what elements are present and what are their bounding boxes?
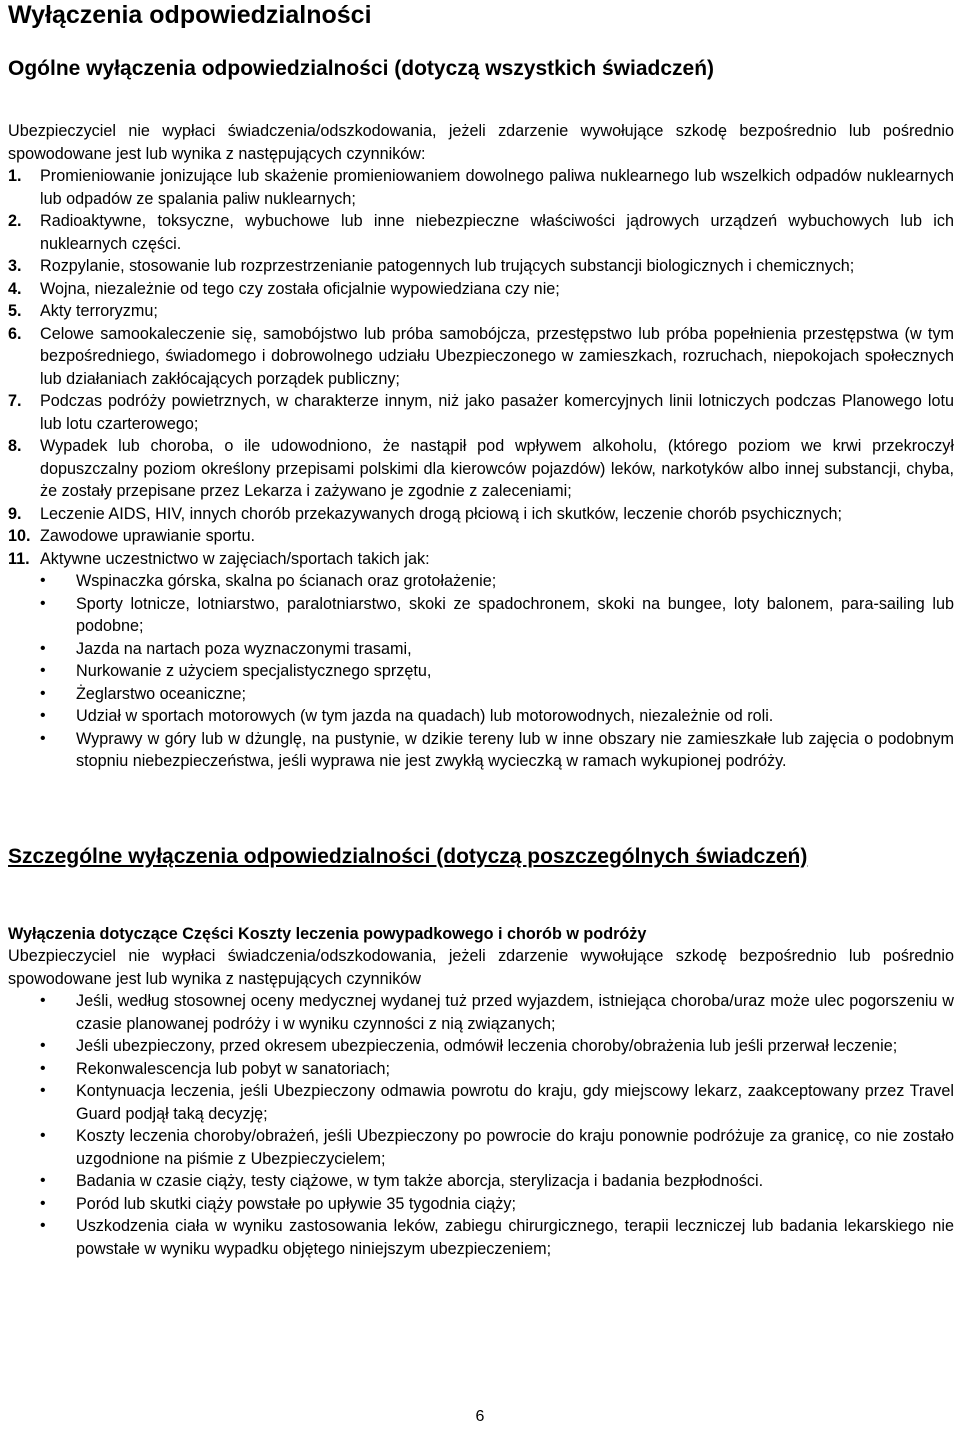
item-text: Radioaktywne, toksyczne, wybuchowe lub inne niebezpieczne właściwości jądrowych urządzeń wybuchowych lub ich nuklearnych części. xyxy=(40,212,954,253)
general-exclusions-list xyxy=(8,165,954,570)
list-item xyxy=(8,255,954,278)
item-text: Wypadek lub choroba, o ile udowodniono, że nastąpił pod wpływem alkoholu, (którego poziom we krwi przekroczył dopuszczalny poziom określony przepisami polskimi dla kierowców pojazdów) leków, narkotyków albo innej substancji, chyba, że zostały przepisane przez Lekarza i zażywano je zgodnie z zaleceniami; xyxy=(40,437,954,500)
item-number: 8. xyxy=(8,437,22,455)
specific-exclusions-heading: Szczególne wyłączenia odpowiedzialności (dotyczą poszczególnych świadczeń) xyxy=(8,844,808,868)
list-item: • Jeśli ubezpieczony, przed okresem ubezpieczenia, odmówił leczenia choroby/obrażenia lub jeśli przerwał leczenie; xyxy=(8,1035,954,1058)
list-item xyxy=(8,390,954,435)
list-item xyxy=(8,503,954,526)
item-text: Zawodowe uprawianie sportu. xyxy=(40,527,256,545)
list-item: • Poród lub skutki ciąży powstałe po upływie 35 tygodnia ciąży; xyxy=(8,1193,954,1216)
sports-list xyxy=(8,570,954,773)
item-number: 1. xyxy=(8,167,22,185)
list-item: • Uszkodzenia ciała w wyniku zastosowania leków, zabiegu chirurgicznego, terapii leczniczej lub badania lekarskiego nie powstałe w wyniku wypadku objętego niniejszym ubezpieczeniem; xyxy=(8,1215,954,1260)
specific-intro: Ubezpieczyciel nie wypłaci świadczenia/odszkodowania, jeżeli zdarzenie wywołujące szkodę bezpośrednio lub pośrednio spowodowane jest lub wynika z następujących czynników xyxy=(8,947,954,988)
item-text: Wojna, niezależnie od tego czy została oficjalnie wypowiedziana czy nie; xyxy=(40,279,560,298)
list-item: • Kontynuacja leczenia, jeśli Ubezpieczony odmawia powrotu do kraju, gdy miejscowy lekarz, zaakceptowany przez Travel Guard podjął taką decyzję; xyxy=(8,1080,954,1125)
item-text: Promieniowanie jonizujące lub skażenie promieniowaniem dowolnego paliwa nuklearnego lub wszelkich odpadów nuklearnych lub odpadów ze spalania paliw nuklearnych; xyxy=(40,167,954,208)
list-item: • Jeśli, według stosownej oceny medycznej wydanej tuż przed wyjazdem, istniejąca choroba/uraz może ulec pogorszeniu w czasie planowanej podróży i w wyniku czynności z nią związanych; xyxy=(8,990,954,1035)
item-text: Leczenie AIDS, HIV, innych chorób przekazywanych drogą płciową i ich skutków, leczenie chorób psychicznych; xyxy=(40,504,842,523)
list-item: • Koszty leczenia choroby/obrażeń, jeśli Ubezpieczony po powrocie do kraju ponownie podróżuje za granicę, co nie zostało uzgodnione na piśmie z Ubezpieczycielem; xyxy=(8,1125,954,1170)
page-number: 6 xyxy=(475,1408,485,1425)
list-item: • Rekonwalescencja lub pobyt w sanatoriach; xyxy=(8,1058,954,1081)
list-item xyxy=(8,323,954,391)
item-text: Celowe samookaleczenie się, samobójstwo lub próba samobójcza, przestępstwo lub próba popełnienia przestępstwa (w tym bezpośredniego, świadomego i dobrowolnego udziału Ubezpieczonego w zamieszkach, rozruchach, niepokojach społecznych lub działaniach zakłócających porządek publiczny; xyxy=(40,324,954,388)
sports-item: • Nurkowanie z użyciem specjalistycznego sprzętu, xyxy=(8,660,954,683)
list-item xyxy=(8,300,954,323)
list-item: • Badania w czasie ciąży, testy ciążowe, w tym także aborcja, sterylizacja i badania bezpłodności. xyxy=(8,1170,954,1193)
specific-exclusions-list xyxy=(8,990,954,1260)
medical-costs-subheading: Wyłączenia dotyczące Części Koszty leczenia powypadkowego i chorób w podróży xyxy=(8,924,647,943)
sports-item: • Sporty lotnicze, lotniarstwo, paralotniarstwo, skoki ze spadochronem, skoki na bungee, loty balonem, para-sailing lub podobne; xyxy=(8,593,954,638)
item-text: Aktywne uczestnictwo w zajęciach/sportach takich jak: xyxy=(40,549,430,568)
item-number: 11. xyxy=(8,549,30,568)
document-page xyxy=(8,0,954,1260)
sports-item: • Żeglarstwo oceaniczne; xyxy=(8,683,954,706)
list-item xyxy=(8,435,954,503)
item-number: 3. xyxy=(8,257,22,275)
page-title: Wyłączenia odpowiedzialności xyxy=(8,1,372,29)
item-number: 6. xyxy=(8,324,22,343)
item-text: Rozpylanie, stosowanie lub rozprzestrzenianie patogennych lub trujących substancji biologicznych i chemicznych; xyxy=(40,257,855,275)
sports-item: • Wyprawy w góry lub w dżunglę, na pustynie, w dzikie tereny lub w inne obszary nie zamieszkałe lub zajęcia o podobnym stopniu niebezpieczeństwa, jeśli wyprawa nie jest zwykłą wycieczką w ramach wykupionej podróży. xyxy=(8,728,954,773)
list-item xyxy=(8,210,954,255)
item-text: Podczas podróży powietrznych, w charakterze innym, niż jako pasażer komercyjnych linii lotniczych podczas Planowego lotu lub lotu czarterowego; xyxy=(40,392,954,433)
item-number: 2. xyxy=(8,212,22,230)
list-item xyxy=(8,165,954,210)
general-exclusions-heading: Ogólne wyłączenia odpowiedzialności (dotyczą wszystkich świadczeń) xyxy=(8,57,715,80)
sports-item: • Udział w sportach motorowych (w tym jazda na quadach) lub motorowodnych, niezależnie od roli. xyxy=(8,705,954,728)
list-item xyxy=(8,525,954,548)
item-number: 7. xyxy=(8,392,22,410)
item-text: Akty terroryzmu; xyxy=(40,302,158,320)
item-number: 10. xyxy=(8,527,31,545)
sports-item: • Jazda na nartach poza wyznaczonymi trasami, xyxy=(8,638,954,661)
item-number: 5. xyxy=(8,302,22,320)
sports-item: • Wspinaczka górska, skalna po ścianach oraz grotołażenie; xyxy=(8,570,954,593)
list-item xyxy=(8,278,954,301)
item-number: 9. xyxy=(8,504,22,523)
general-intro: Ubezpieczyciel nie wypłaci świadczenia/odszkodowania, jeżeli zdarzenie wywołujące szkodę bezpośrednio lub pośrednio spowodowane jest lub wynika z następujących czynników: xyxy=(8,122,954,163)
list-item xyxy=(8,548,954,571)
item-number: 4. xyxy=(8,279,22,298)
